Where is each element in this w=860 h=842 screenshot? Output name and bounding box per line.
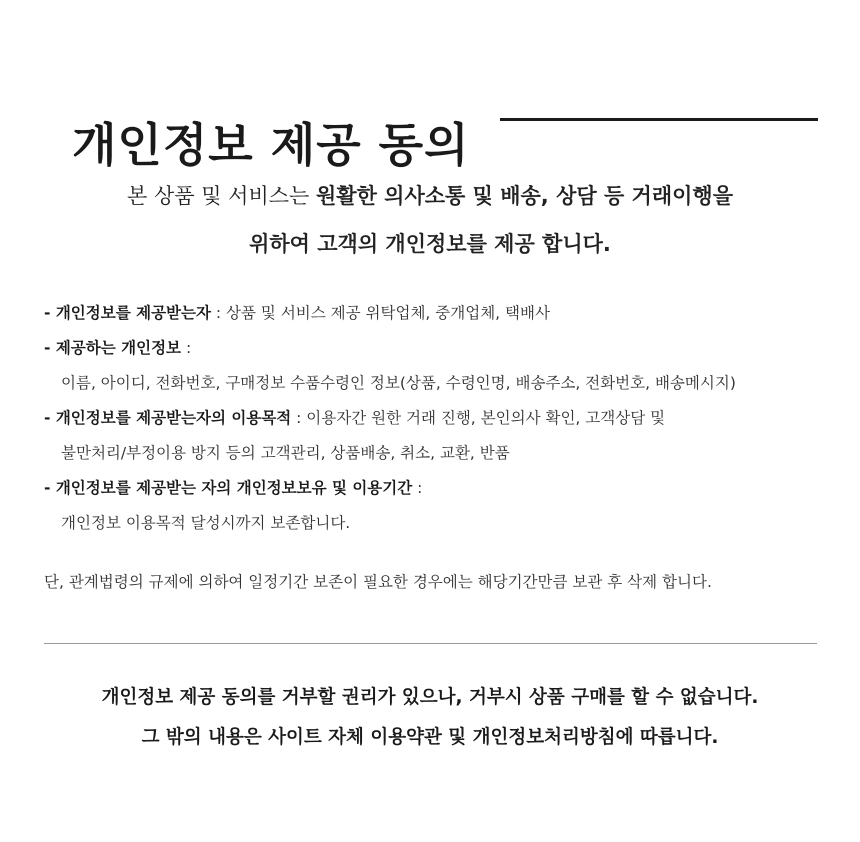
footer-line-1: 개인정보 제공 동의를 거부할 권리가 있으나, 거부시 상품 구매를 할 수 없습니다. bbox=[101, 687, 759, 708]
list-item-retention bbox=[44, 471, 844, 506]
intro-line-1-normal: 본 상품 및 서비스는 bbox=[127, 184, 316, 208]
intro-line-1-bold: 원활한 의사소통 및 배송, 상담 등 거래이행을 bbox=[316, 184, 733, 208]
list-item-retention-detail: 개인정보 이용목적 달성시까지 보존합니다. bbox=[61, 514, 351, 532]
item-heading: - 제공하는 개인정보 bbox=[44, 339, 182, 357]
consent-items-list bbox=[44, 296, 844, 541]
retention-notice: 단, 관계법령의 규제에 의하여 일정기간 보존이 필요한 경우에는 해당기간만큼 보관 후 삭제 합니다. bbox=[44, 573, 712, 591]
intro-line-1 bbox=[0, 172, 860, 220]
title-rule-divider bbox=[500, 118, 818, 121]
list-item-purpose-detail: 불만처리/부정이용 방지 등의 고객관리, 상품배송, 취소, 교환, 반품 bbox=[61, 444, 510, 462]
list-item-provided-info-detail: 이름, 아이디, 전화번호, 구매정보 수품수령인 정보(상품, 수령인명, 배송주소, 전화번호, 배송메시지) bbox=[61, 374, 736, 392]
intro-line-2: 위하여 고객의 개인정보를 제공 합니다. bbox=[249, 232, 611, 256]
item-heading: - 개인정보를 제공받는자 bbox=[44, 304, 211, 322]
page-title: 개인정보 제공 동의 bbox=[72, 117, 470, 172]
item-text: : bbox=[412, 479, 423, 497]
list-item-recipient bbox=[44, 296, 844, 331]
section-divider bbox=[44, 643, 817, 644]
item-text: : bbox=[181, 339, 192, 357]
item-text: : 이용자간 원한 거래 진행, 본인의사 확인, 고객상담 및 bbox=[291, 409, 666, 427]
item-heading: - 개인정보를 제공받는자의 이용목적 bbox=[44, 409, 292, 427]
item-heading: - 개인정보를 제공받는 자의 개인정보보유 및 이용기간 bbox=[44, 479, 413, 497]
intro-paragraph bbox=[0, 172, 860, 268]
footer-line-2: 그 밖의 내용은 사이트 자체 이용약관 및 개인정보처리방침에 따릅니다. bbox=[141, 727, 719, 748]
footer-notice bbox=[0, 678, 860, 758]
item-text: : 상품 및 서비스 제공 위탁업체, 중개업체, 택배사 bbox=[210, 304, 550, 322]
list-item-purpose bbox=[44, 401, 844, 436]
list-item-provided-info bbox=[44, 331, 844, 366]
